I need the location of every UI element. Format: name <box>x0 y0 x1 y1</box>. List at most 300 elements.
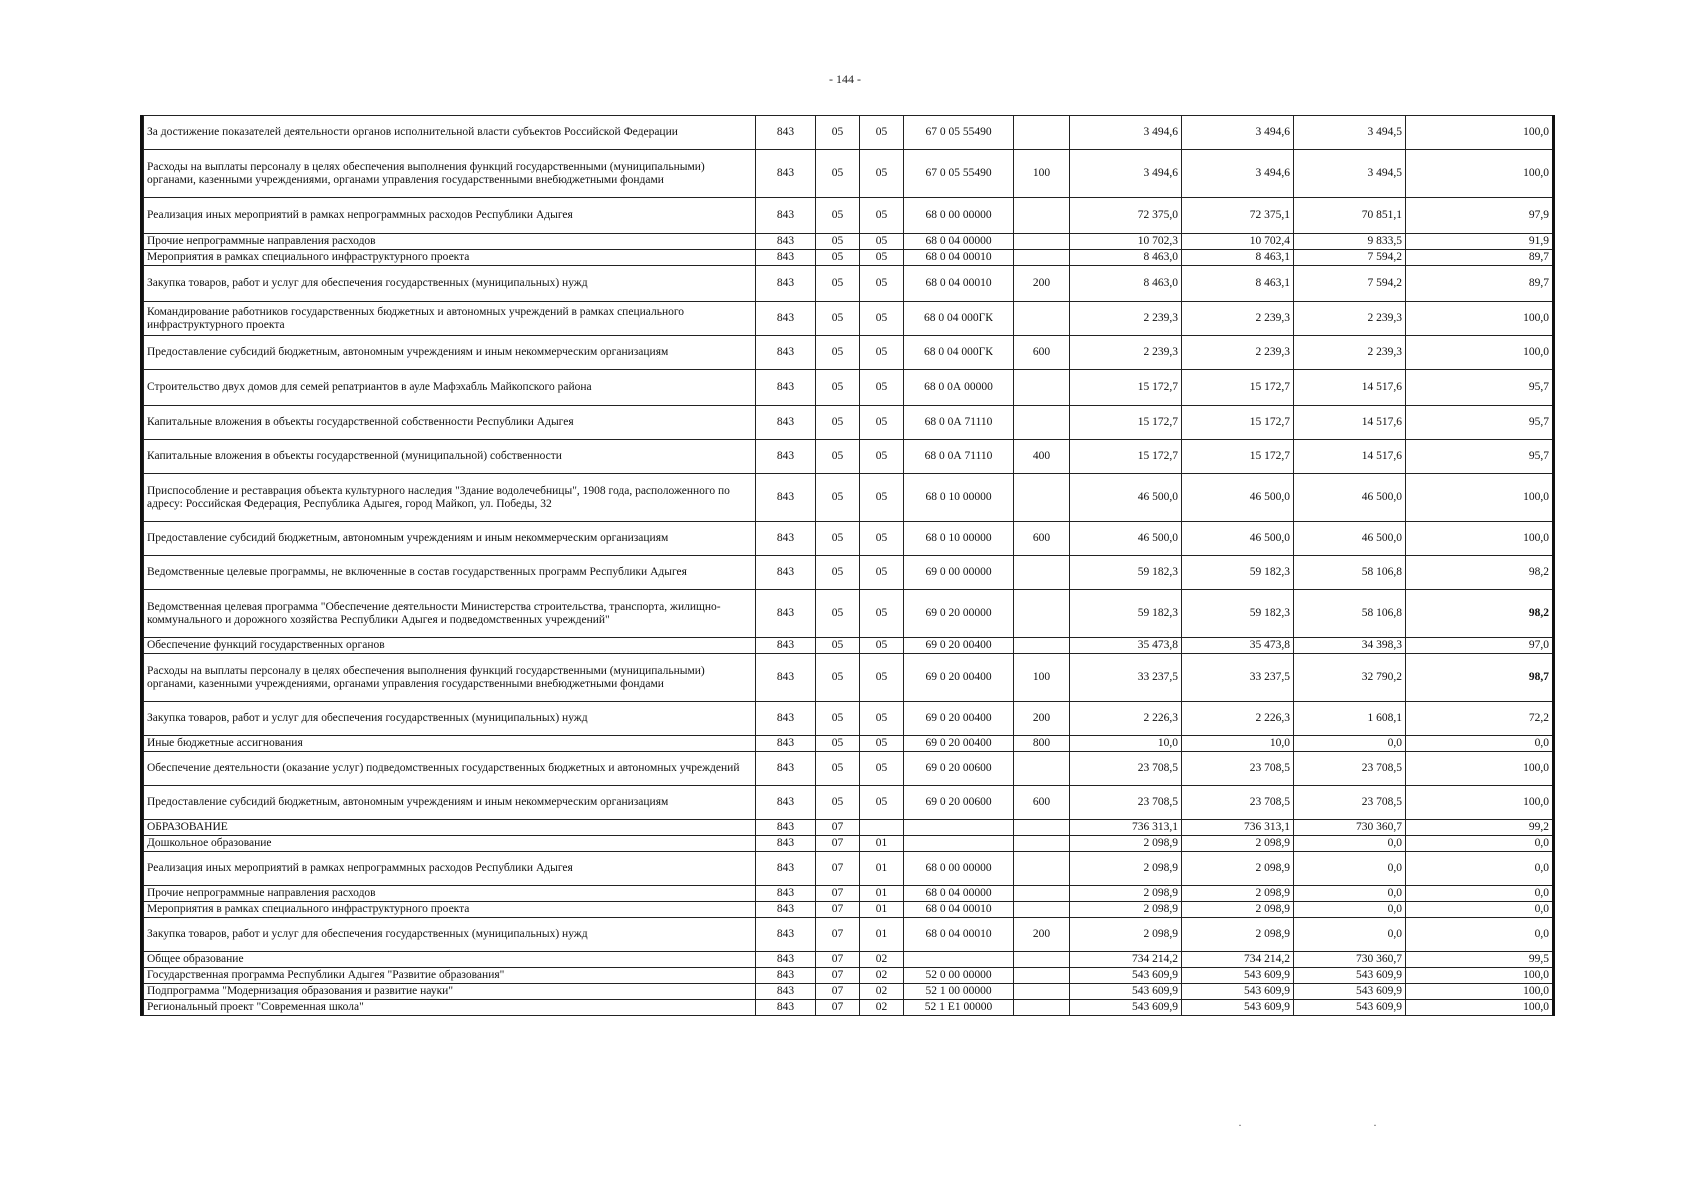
vr-cell <box>1014 590 1070 638</box>
scan-speck: · <box>1238 1118 1242 1132</box>
rz-cell: 05 <box>816 522 860 556</box>
percent-cell: 97,0 <box>1406 638 1554 654</box>
percent-cell: 100,0 <box>1406 116 1554 150</box>
ved-cell: 843 <box>756 474 816 522</box>
amount-refined-cell: 23 708,5 <box>1182 786 1294 820</box>
csr-cell: 69 0 20 00400 <box>904 638 1014 654</box>
percent-cell: 0,0 <box>1406 852 1554 886</box>
row-name-cell: Реализация иных мероприятий в рамках непрограммных расходов Республики Адыгея <box>144 198 756 234</box>
pr-cell: 05 <box>860 786 904 820</box>
vr-cell <box>1014 902 1070 918</box>
amount-refined-cell: 543 609,9 <box>1182 1000 1294 1016</box>
table-row <box>144 886 1554 902</box>
percent-cell: 97,9 <box>1406 198 1554 234</box>
table-row <box>144 852 1554 886</box>
table-row <box>144 752 1554 786</box>
rz-cell: 05 <box>816 250 860 266</box>
pr-cell: 05 <box>860 702 904 736</box>
row-name-cell: Общее образование <box>144 952 756 968</box>
table-body <box>144 116 1554 1016</box>
amount-approved-cell: 46 500,0 <box>1070 474 1182 522</box>
amount-approved-cell: 10 702,3 <box>1070 234 1182 250</box>
amount-executed-cell: 543 609,9 <box>1294 984 1406 1000</box>
scan-speck: · <box>1373 1118 1377 1132</box>
csr-cell <box>904 836 1014 852</box>
table-row <box>144 702 1554 736</box>
amount-executed-cell: 0,0 <box>1294 918 1406 952</box>
rz-cell: 07 <box>816 902 860 918</box>
pr-cell: 01 <box>860 902 904 918</box>
vr-cell: 800 <box>1014 736 1070 752</box>
table-row <box>144 638 1554 654</box>
amount-refined-cell: 8 463,1 <box>1182 250 1294 266</box>
row-name-cell: Строительство двух домов для семей репатриантов в ауле Мафэхабль Майкопского района <box>144 370 756 406</box>
csr-cell: 68 0 10 00000 <box>904 474 1014 522</box>
ved-cell: 843 <box>756 1000 816 1016</box>
amount-approved-cell: 2 098,9 <box>1070 918 1182 952</box>
amount-approved-cell: 2 098,9 <box>1070 836 1182 852</box>
pr-cell: 01 <box>860 852 904 886</box>
pr-cell: 05 <box>860 234 904 250</box>
amount-refined-cell: 3 494,6 <box>1182 150 1294 198</box>
percent-cell: 100,0 <box>1406 474 1554 522</box>
ved-cell: 843 <box>756 752 816 786</box>
csr-cell: 68 0 00 00000 <box>904 198 1014 234</box>
amount-approved-cell: 59 182,3 <box>1070 556 1182 590</box>
rz-cell: 05 <box>816 590 860 638</box>
vr-cell <box>1014 852 1070 886</box>
amount-executed-cell: 9 833,5 <box>1294 234 1406 250</box>
pr-cell: 05 <box>860 198 904 234</box>
amount-refined-cell: 46 500,0 <box>1182 474 1294 522</box>
csr-cell: 68 0 04 00010 <box>904 266 1014 302</box>
table-row <box>144 836 1554 852</box>
amount-refined-cell: 10,0 <box>1182 736 1294 752</box>
csr-cell: 68 0 04 000ГК <box>904 302 1014 336</box>
row-name-cell: Прочие непрограммные направления расходов <box>144 886 756 902</box>
percent-cell: 100,0 <box>1406 150 1554 198</box>
rz-cell: 05 <box>816 654 860 702</box>
amount-approved-cell: 2 098,9 <box>1070 902 1182 918</box>
pr-cell: 02 <box>860 1000 904 1016</box>
table-row <box>144 250 1554 266</box>
pr-cell: 05 <box>860 556 904 590</box>
vr-cell <box>1014 556 1070 590</box>
row-name-cell: Расходы на выплаты персоналу в целях обеспечения выполнения функций государственными (муниципальными) органами, казенными учреждениями, органами управления государственными внебюджетными фондами <box>144 654 756 702</box>
amount-approved-cell: 10,0 <box>1070 736 1182 752</box>
vr-cell <box>1014 370 1070 406</box>
csr-cell: 69 0 20 00600 <box>904 752 1014 786</box>
amount-executed-cell: 2 239,3 <box>1294 302 1406 336</box>
amount-refined-cell: 2 098,9 <box>1182 836 1294 852</box>
csr-cell: 52 1 00 00000 <box>904 984 1014 1000</box>
rz-cell: 05 <box>816 198 860 234</box>
row-name-cell: Дошкольное образование <box>144 836 756 852</box>
pr-cell: 05 <box>860 116 904 150</box>
pr-cell: 05 <box>860 370 904 406</box>
amount-executed-cell: 23 708,5 <box>1294 786 1406 820</box>
ved-cell: 843 <box>756 852 816 886</box>
pr-cell: 05 <box>860 638 904 654</box>
percent-cell: 98,7 <box>1406 654 1554 702</box>
rz-cell: 05 <box>816 116 860 150</box>
amount-refined-cell: 543 609,9 <box>1182 968 1294 984</box>
row-name-cell: Ведомственные целевые программы, не включенные в состав государственных программ Республики Адыгея <box>144 556 756 590</box>
amount-approved-cell: 2 226,3 <box>1070 702 1182 736</box>
amount-refined-cell: 2 226,3 <box>1182 702 1294 736</box>
amount-executed-cell: 730 360,7 <box>1294 952 1406 968</box>
vr-cell: 100 <box>1014 654 1070 702</box>
amount-refined-cell: 46 500,0 <box>1182 522 1294 556</box>
pr-cell: 02 <box>860 968 904 984</box>
pr-cell: 05 <box>860 752 904 786</box>
csr-cell: 69 0 20 00400 <box>904 736 1014 752</box>
table-row <box>144 116 1554 150</box>
csr-cell: 68 0 10 00000 <box>904 522 1014 556</box>
amount-executed-cell: 14 517,6 <box>1294 440 1406 474</box>
vr-cell <box>1014 234 1070 250</box>
rz-cell: 05 <box>816 752 860 786</box>
csr-cell: 69 0 00 00000 <box>904 556 1014 590</box>
amount-refined-cell: 8 463,1 <box>1182 266 1294 302</box>
table-row <box>144 984 1554 1000</box>
amount-refined-cell: 734 214,2 <box>1182 952 1294 968</box>
ved-cell: 843 <box>756 150 816 198</box>
row-name-cell: Региональный проект "Современная школа" <box>144 1000 756 1016</box>
vr-cell: 600 <box>1014 522 1070 556</box>
rz-cell: 05 <box>816 370 860 406</box>
percent-cell: 72,2 <box>1406 702 1554 736</box>
amount-approved-cell: 23 708,5 <box>1070 752 1182 786</box>
amount-executed-cell: 32 790,2 <box>1294 654 1406 702</box>
amount-approved-cell: 2 239,3 <box>1070 302 1182 336</box>
percent-cell: 100,0 <box>1406 984 1554 1000</box>
rz-cell: 07 <box>816 952 860 968</box>
row-name-cell: Приспособление и реставрация объекта культурного наследия "Здание водолечебницы", 1908 года, расположенного по адресу: Российская Федерация, Республика Адыгея, город Майкоп, ул. Победы, 32 <box>144 474 756 522</box>
amount-executed-cell: 7 594,2 <box>1294 250 1406 266</box>
amount-approved-cell: 2 239,3 <box>1070 336 1182 370</box>
ved-cell: 843 <box>756 234 816 250</box>
table-row <box>144 406 1554 440</box>
ved-cell: 843 <box>756 440 816 474</box>
csr-cell: 68 0 0А 71110 <box>904 406 1014 440</box>
ved-cell: 843 <box>756 116 816 150</box>
amount-executed-cell: 3 494,5 <box>1294 150 1406 198</box>
pr-cell: 05 <box>860 736 904 752</box>
ved-cell: 843 <box>756 336 816 370</box>
csr-cell: 67 0 05 55490 <box>904 150 1014 198</box>
table-row <box>144 902 1554 918</box>
pr-cell: 05 <box>860 440 904 474</box>
row-name-cell: Реализация иных мероприятий в рамках непрограммных расходов Республики Адыгея <box>144 852 756 886</box>
table-row <box>144 952 1554 968</box>
amount-executed-cell: 0,0 <box>1294 736 1406 752</box>
row-name-cell: Прочие непрограммные направления расходов <box>144 234 756 250</box>
amount-refined-cell: 15 172,7 <box>1182 406 1294 440</box>
vr-cell: 200 <box>1014 266 1070 302</box>
row-name-cell: Обеспечение функций государственных органов <box>144 638 756 654</box>
row-name-cell: Командирование работников государственных бюджетных и автономных учреждений в рамках специального инфраструктурного проекта <box>144 302 756 336</box>
pr-cell: 05 <box>860 474 904 522</box>
amount-refined-cell: 543 609,9 <box>1182 984 1294 1000</box>
percent-cell: 0,0 <box>1406 902 1554 918</box>
pr-cell: 05 <box>860 250 904 266</box>
percent-cell: 100,0 <box>1406 968 1554 984</box>
percent-cell: 100,0 <box>1406 752 1554 786</box>
ved-cell: 843 <box>756 786 816 820</box>
csr-cell: 68 0 04 00000 <box>904 234 1014 250</box>
csr-cell <box>904 820 1014 836</box>
amount-refined-cell: 2 098,9 <box>1182 886 1294 902</box>
amount-executed-cell: 46 500,0 <box>1294 522 1406 556</box>
amount-refined-cell: 59 182,3 <box>1182 556 1294 590</box>
pr-cell: 05 <box>860 302 904 336</box>
rz-cell: 05 <box>816 336 860 370</box>
vr-cell <box>1014 836 1070 852</box>
vr-cell: 100 <box>1014 150 1070 198</box>
amount-refined-cell: 15 172,7 <box>1182 370 1294 406</box>
rz-cell: 07 <box>816 852 860 886</box>
amount-refined-cell: 2 098,9 <box>1182 902 1294 918</box>
amount-approved-cell: 35 473,8 <box>1070 638 1182 654</box>
amount-executed-cell: 543 609,9 <box>1294 968 1406 984</box>
csr-cell: 69 0 20 00400 <box>904 702 1014 736</box>
row-name-cell: Предоставление субсидий бюджетным, автономным учреждениям и иным некоммерческим организациям <box>144 522 756 556</box>
amount-approved-cell: 72 375,0 <box>1070 198 1182 234</box>
percent-cell: 91,9 <box>1406 234 1554 250</box>
amount-executed-cell: 7 594,2 <box>1294 266 1406 302</box>
percent-cell: 98,2 <box>1406 590 1554 638</box>
pr-cell: 05 <box>860 150 904 198</box>
ved-cell: 843 <box>756 702 816 736</box>
amount-approved-cell: 543 609,9 <box>1070 984 1182 1000</box>
ved-cell: 843 <box>756 522 816 556</box>
percent-cell: 100,0 <box>1406 786 1554 820</box>
table-row <box>144 302 1554 336</box>
rz-cell: 07 <box>816 984 860 1000</box>
pr-cell: 01 <box>860 918 904 952</box>
row-name-cell: Предоставление субсидий бюджетным, автономным учреждениям и иным некоммерческим организациям <box>144 786 756 820</box>
amount-refined-cell: 72 375,1 <box>1182 198 1294 234</box>
row-name-cell: Подпрограмма "Модернизация образования и развитие науки" <box>144 984 756 1000</box>
csr-cell: 69 0 20 00000 <box>904 590 1014 638</box>
table-row <box>144 918 1554 952</box>
ved-cell: 843 <box>756 302 816 336</box>
csr-cell: 68 0 0А 00000 <box>904 370 1014 406</box>
table-row <box>144 1000 1554 1016</box>
rz-cell: 05 <box>816 556 860 590</box>
pr-cell: 05 <box>860 336 904 370</box>
csr-cell: 68 0 04 00010 <box>904 902 1014 918</box>
table-row <box>144 150 1554 198</box>
csr-cell: 68 0 04 00010 <box>904 918 1014 952</box>
rz-cell: 05 <box>816 266 860 302</box>
amount-executed-cell: 0,0 <box>1294 836 1406 852</box>
amount-executed-cell: 46 500,0 <box>1294 474 1406 522</box>
vr-cell <box>1014 886 1070 902</box>
row-name-cell: Государственная программа Республики Адыгея "Развитие образования" <box>144 968 756 984</box>
ved-cell: 843 <box>756 654 816 702</box>
vr-cell: 200 <box>1014 702 1070 736</box>
vr-cell <box>1014 474 1070 522</box>
csr-cell: 68 0 04 00010 <box>904 250 1014 266</box>
csr-cell: 67 0 05 55490 <box>904 116 1014 150</box>
percent-cell: 89,7 <box>1406 266 1554 302</box>
csr-cell: 69 0 20 00600 <box>904 786 1014 820</box>
rz-cell: 05 <box>816 440 860 474</box>
table-row <box>144 522 1554 556</box>
rz-cell: 05 <box>816 786 860 820</box>
row-name-cell: ОБРАЗОВАНИЕ <box>144 820 756 836</box>
ved-cell: 843 <box>756 836 816 852</box>
percent-cell: 0,0 <box>1406 918 1554 952</box>
table-row <box>144 736 1554 752</box>
percent-cell: 98,2 <box>1406 556 1554 590</box>
table-row <box>144 198 1554 234</box>
row-name-cell: Капитальные вложения в объекты государственной собственности Республики Адыгея <box>144 406 756 440</box>
percent-cell: 95,7 <box>1406 406 1554 440</box>
ved-cell: 843 <box>756 406 816 440</box>
vr-cell <box>1014 1000 1070 1016</box>
rz-cell: 05 <box>816 474 860 522</box>
pr-cell: 02 <box>860 952 904 968</box>
row-name-cell: Закупка товаров, работ и услуг для обеспечения государственных (муниципальных) нужд <box>144 702 756 736</box>
rz-cell: 07 <box>816 968 860 984</box>
ved-cell: 843 <box>756 886 816 902</box>
amount-executed-cell: 58 106,8 <box>1294 590 1406 638</box>
amount-approved-cell: 3 494,6 <box>1070 116 1182 150</box>
row-name-cell: Расходы на выплаты персоналу в целях обеспечения выполнения функций государственными (муниципальными) органами, казенными учреждениями, органами управления государственными внебюджетными фондами <box>144 150 756 198</box>
percent-cell: 89,7 <box>1406 250 1554 266</box>
pr-cell: 05 <box>860 522 904 556</box>
row-name-cell: Капитальные вложения в объекты государственной (муниципальной) собственности <box>144 440 756 474</box>
rz-cell: 05 <box>816 702 860 736</box>
amount-refined-cell: 736 313,1 <box>1182 820 1294 836</box>
amount-refined-cell: 2 098,9 <box>1182 918 1294 952</box>
csr-cell <box>904 952 1014 968</box>
ved-cell: 843 <box>756 902 816 918</box>
csr-cell: 68 0 0А 71110 <box>904 440 1014 474</box>
amount-refined-cell: 2 239,3 <box>1182 302 1294 336</box>
rz-cell: 07 <box>816 820 860 836</box>
vr-cell <box>1014 406 1070 440</box>
rz-cell: 05 <box>816 406 860 440</box>
percent-cell: 100,0 <box>1406 1000 1554 1016</box>
percent-cell: 95,7 <box>1406 440 1554 474</box>
table-row <box>144 556 1554 590</box>
percent-cell: 99,5 <box>1406 952 1554 968</box>
table-row <box>144 474 1554 522</box>
budget-table-container <box>140 115 1553 1016</box>
ved-cell: 843 <box>756 736 816 752</box>
amount-refined-cell: 23 708,5 <box>1182 752 1294 786</box>
percent-cell: 100,0 <box>1406 522 1554 556</box>
rz-cell: 07 <box>816 918 860 952</box>
vr-cell <box>1014 968 1070 984</box>
row-name-cell: Мероприятия в рамках специального инфраструктурного проекта <box>144 250 756 266</box>
amount-refined-cell: 35 473,8 <box>1182 638 1294 654</box>
amount-refined-cell: 10 702,4 <box>1182 234 1294 250</box>
amount-executed-cell: 2 239,3 <box>1294 336 1406 370</box>
rz-cell: 07 <box>816 886 860 902</box>
pr-cell: 05 <box>860 406 904 440</box>
ved-cell: 843 <box>756 984 816 1000</box>
row-name-cell: Обеспечение деятельности (оказание услуг) подведомственных государственных бюджетных и автономных учреждений <box>144 752 756 786</box>
rz-cell: 05 <box>816 638 860 654</box>
amount-refined-cell: 2 098,9 <box>1182 852 1294 886</box>
amount-approved-cell: 2 098,9 <box>1070 852 1182 886</box>
vr-cell <box>1014 752 1070 786</box>
pr-cell: 01 <box>860 886 904 902</box>
vr-cell <box>1014 116 1070 150</box>
vr-cell <box>1014 250 1070 266</box>
amount-refined-cell: 2 239,3 <box>1182 336 1294 370</box>
row-name-cell: Иные бюджетные ассигнования <box>144 736 756 752</box>
vr-cell: 600 <box>1014 786 1070 820</box>
table-row <box>144 266 1554 302</box>
csr-cell: 69 0 20 00400 <box>904 654 1014 702</box>
ved-cell: 843 <box>756 820 816 836</box>
rz-cell: 05 <box>816 302 860 336</box>
vr-cell <box>1014 302 1070 336</box>
amount-approved-cell: 23 708,5 <box>1070 786 1182 820</box>
budget-table <box>143 115 1555 1016</box>
rz-cell: 05 <box>816 150 860 198</box>
table-row <box>144 336 1554 370</box>
ved-cell: 843 <box>756 266 816 302</box>
amount-approved-cell: 543 609,9 <box>1070 968 1182 984</box>
vr-cell <box>1014 820 1070 836</box>
amount-executed-cell: 0,0 <box>1294 886 1406 902</box>
ved-cell: 843 <box>756 968 816 984</box>
amount-executed-cell: 34 398,3 <box>1294 638 1406 654</box>
table-row <box>144 234 1554 250</box>
amount-approved-cell: 734 214,2 <box>1070 952 1182 968</box>
table-row <box>144 590 1554 638</box>
pr-cell: 01 <box>860 836 904 852</box>
row-name-cell: За достижение показателей деятельности органов исполнительной власти субъектов Российской Федерации <box>144 116 756 150</box>
ved-cell: 843 <box>756 638 816 654</box>
amount-refined-cell: 15 172,7 <box>1182 440 1294 474</box>
csr-cell: 52 1 Е1 00000 <box>904 1000 1014 1016</box>
percent-cell: 95,7 <box>1406 370 1554 406</box>
vr-cell: 200 <box>1014 918 1070 952</box>
amount-approved-cell: 2 098,9 <box>1070 886 1182 902</box>
percent-cell: 100,0 <box>1406 336 1554 370</box>
pr-cell <box>860 820 904 836</box>
table-row <box>144 820 1554 836</box>
rz-cell: 07 <box>816 1000 860 1016</box>
vr-cell <box>1014 984 1070 1000</box>
amount-refined-cell: 3 494,6 <box>1182 116 1294 150</box>
table-row <box>144 440 1554 474</box>
pr-cell: 05 <box>860 654 904 702</box>
amount-executed-cell: 58 106,8 <box>1294 556 1406 590</box>
percent-cell: 0,0 <box>1406 736 1554 752</box>
csr-cell: 68 0 04 00000 <box>904 886 1014 902</box>
amount-approved-cell: 15 172,7 <box>1070 406 1182 440</box>
ved-cell: 843 <box>756 590 816 638</box>
amount-approved-cell: 8 463,0 <box>1070 266 1182 302</box>
table-row <box>144 786 1554 820</box>
csr-cell: 68 0 00 00000 <box>904 852 1014 886</box>
row-name-cell: Предоставление субсидий бюджетным, автономным учреждениям и иным некоммерческим организациям <box>144 336 756 370</box>
rz-cell: 05 <box>816 234 860 250</box>
pr-cell: 05 <box>860 590 904 638</box>
amount-executed-cell: 14 517,6 <box>1294 370 1406 406</box>
amount-executed-cell: 0,0 <box>1294 902 1406 918</box>
row-name-cell: Закупка товаров, работ и услуг для обеспечения государственных (муниципальных) нужд <box>144 266 756 302</box>
